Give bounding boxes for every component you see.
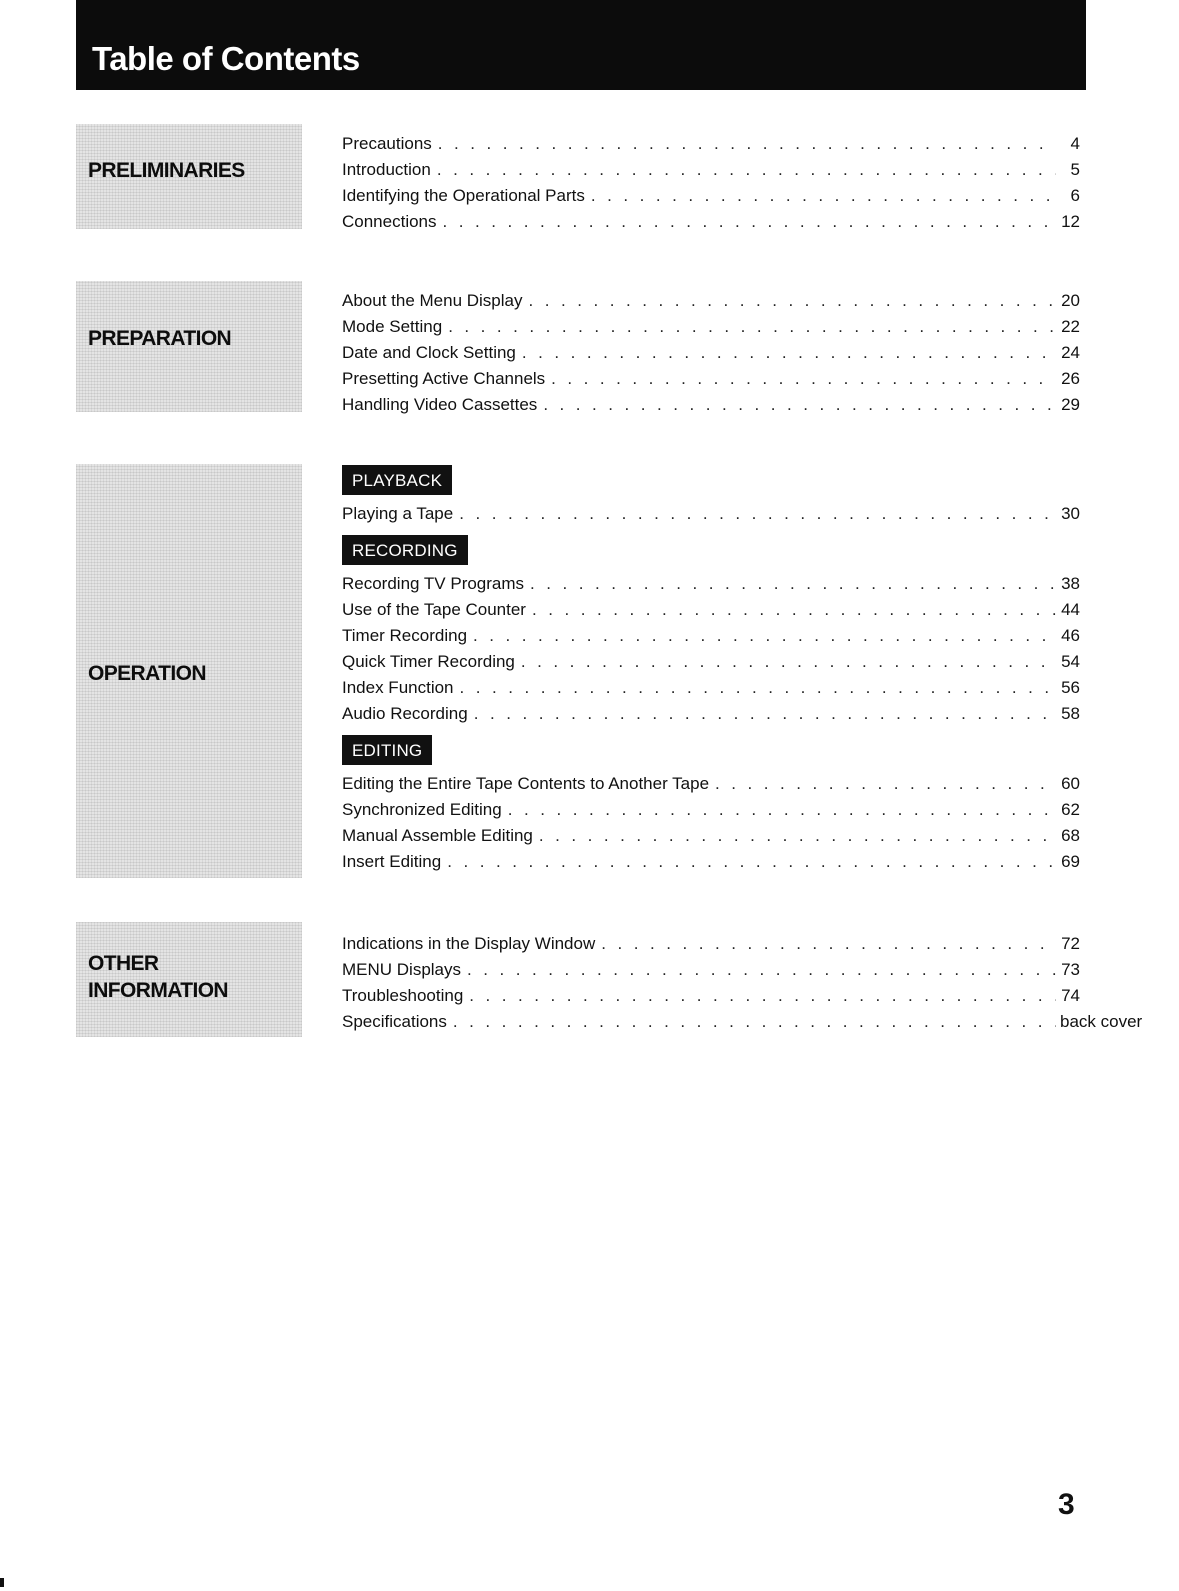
- toc-entry[interactable]: [342, 209, 1080, 235]
- subhead-label: RECORDING: [342, 535, 468, 565]
- dot-leader: [521, 649, 1056, 675]
- section-label-text: [88, 950, 228, 1004]
- subhead-label: EDITING: [342, 735, 432, 765]
- toc-entry-page: 44: [1061, 600, 1080, 619]
- subhead-playback: [342, 465, 1080, 497]
- toc-entry-page: 5: [1070, 160, 1080, 179]
- section-label-line: INFORMATION: [88, 979, 228, 1002]
- header-bar: [76, 0, 1086, 90]
- toc-entry-title: Specifications: [342, 1012, 447, 1031]
- dot-leader: [443, 209, 1056, 235]
- toc-entry[interactable]: [342, 675, 1080, 701]
- toc-entry[interactable]: [342, 983, 1080, 1009]
- dot-leader: [467, 957, 1056, 983]
- toc-entry-page: 74: [1061, 986, 1080, 1005]
- subhead-editing: [342, 735, 1080, 767]
- toc-entry-page: 60: [1061, 774, 1080, 793]
- toc-list-operation: [342, 465, 1080, 875]
- toc-list-preparation: [342, 288, 1080, 418]
- section-label-other-information: [76, 922, 302, 1037]
- toc-entry[interactable]: [342, 314, 1080, 340]
- dot-leader: [460, 675, 1056, 701]
- toc-entry-title: MENU Displays: [342, 960, 462, 979]
- dot-leader: [453, 1009, 1056, 1035]
- toc-entry-title: Troubleshooting: [342, 986, 464, 1005]
- dot-leader: [532, 597, 1056, 623]
- dot-leader: [530, 571, 1056, 597]
- toc-entry-page: 4: [1070, 134, 1080, 153]
- dot-leader: [447, 849, 1056, 875]
- toc-entry[interactable]: [342, 823, 1080, 849]
- toc-entry[interactable]: [342, 183, 1080, 209]
- toc-entry-title: Quick Timer Recording: [342, 652, 515, 671]
- toc-entry-title: Editing the Entire Tape Contents to Another Tape: [342, 774, 710, 793]
- toc-entry[interactable]: [342, 501, 1080, 527]
- section-label-line: PRELIMINARIES: [88, 159, 245, 182]
- toc-entry-title: Recording TV Programs: [342, 574, 525, 593]
- toc-entry[interactable]: [342, 771, 1080, 797]
- section-label-text: [88, 660, 206, 687]
- toc-entry-title: Precautions: [342, 134, 432, 153]
- toc-entry-page: 46: [1061, 626, 1080, 645]
- toc-entry-title: Handling Video Cassettes: [342, 395, 538, 414]
- toc-entry[interactable]: [342, 366, 1080, 392]
- toc-entry[interactable]: [342, 931, 1080, 957]
- section-label-line: PREPARATION: [88, 327, 232, 350]
- toc-entry-title: Mode Setting: [342, 317, 443, 336]
- toc-entry-title: Timer Recording: [342, 626, 468, 645]
- toc-entry[interactable]: [342, 701, 1080, 727]
- section-label-preparation: [76, 281, 302, 412]
- dot-leader: [459, 501, 1056, 527]
- toc-entry-title: Manual Assemble Editing: [342, 826, 533, 845]
- corner-mark: [0, 1578, 4, 1587]
- toc-entry-page: 24: [1061, 343, 1080, 362]
- toc-entry-title: Indications in the Display Window: [342, 934, 596, 953]
- dot-leader: [473, 623, 1056, 649]
- toc-entry-title: About the Menu Display: [342, 291, 523, 310]
- dot-leader: [437, 157, 1056, 183]
- page-title: Table of Contents: [92, 40, 360, 77]
- section-label-operation: [76, 464, 302, 878]
- dot-leader: [601, 931, 1056, 957]
- toc-entry-page: 54: [1061, 652, 1080, 671]
- toc-entry-page: 72: [1061, 934, 1080, 953]
- toc-entry-page: 58: [1061, 704, 1080, 723]
- toc-entry-page: back cover: [1060, 1012, 1143, 1031]
- dot-leader: [448, 314, 1056, 340]
- toc-list-other-information: [342, 931, 1143, 1035]
- toc-entry-title: Introduction: [342, 160, 431, 179]
- toc-entry-page: 68: [1061, 826, 1080, 845]
- toc-entry-page: 69: [1061, 852, 1080, 871]
- toc-entry-page: 22: [1061, 317, 1080, 336]
- section-label-preliminaries: [76, 124, 302, 229]
- dot-leader: [591, 183, 1056, 209]
- toc-entry-page: 26: [1061, 369, 1080, 388]
- toc-entry[interactable]: [342, 649, 1080, 675]
- dot-leader: [539, 823, 1056, 849]
- toc-entry-page: 56: [1061, 678, 1080, 697]
- toc-entry-title: Presetting Active Channels: [342, 369, 546, 388]
- toc-entry-title: Playing a Tape: [342, 504, 454, 523]
- toc-entry[interactable]: [342, 340, 1080, 366]
- toc-entry-page: 62: [1061, 800, 1080, 819]
- dot-leader: [551, 366, 1056, 392]
- toc-entry[interactable]: [342, 597, 1080, 623]
- toc-entry-page: 29: [1061, 395, 1080, 414]
- section-label-text: [88, 325, 231, 352]
- dot-leader: [469, 983, 1056, 1009]
- toc-entry[interactable]: [342, 1009, 1143, 1035]
- toc-entry-title: Use of the Tape Counter: [342, 600, 526, 619]
- toc-entry-page: 6: [1070, 186, 1080, 205]
- toc-entry-title: Connections: [342, 212, 437, 231]
- toc-entry[interactable]: [342, 849, 1080, 875]
- section-label-line: OPERATION: [88, 662, 206, 685]
- toc-entry[interactable]: [342, 392, 1080, 418]
- toc-entry[interactable]: [342, 623, 1080, 649]
- subhead-label: PLAYBACK: [342, 465, 452, 495]
- toc-entry[interactable]: [342, 131, 1080, 157]
- dot-leader: [522, 340, 1056, 366]
- toc-entry-title: Audio Recording: [342, 704, 468, 723]
- toc-entry[interactable]: [342, 797, 1080, 823]
- toc-entry-title: Identifying the Operational Parts: [342, 186, 585, 205]
- toc-entry-title: Synchronized Editing: [342, 800, 502, 819]
- section-label-line: OTHER: [88, 952, 159, 975]
- dot-leader: [543, 392, 1056, 418]
- dot-leader: [474, 701, 1056, 727]
- toc-entry-title: Date and Clock Setting: [342, 343, 516, 362]
- toc-entry-title: Insert Editing: [342, 852, 442, 871]
- toc-entry-title: Index Function: [342, 678, 454, 697]
- dot-leader: [438, 131, 1056, 157]
- dot-leader: [529, 288, 1057, 314]
- dot-leader: [715, 771, 1056, 797]
- toc-entry-page: 30: [1061, 504, 1080, 523]
- section-label-text: [88, 157, 245, 184]
- toc-entry-page: 38: [1061, 574, 1080, 593]
- dot-leader: [508, 797, 1056, 823]
- toc-list-preliminaries: [342, 131, 1080, 235]
- toc-entry[interactable]: [342, 157, 1080, 183]
- toc-entry-page: 73: [1061, 960, 1080, 979]
- subhead-recording: [342, 535, 1080, 567]
- toc-entry[interactable]: [342, 288, 1080, 314]
- page-number: 3: [1058, 1488, 1075, 1521]
- toc-entry-page: 12: [1061, 212, 1080, 231]
- toc-entry-page: 20: [1061, 291, 1080, 310]
- toc-entry[interactable]: [342, 571, 1080, 597]
- toc-entry[interactable]: [342, 957, 1080, 983]
